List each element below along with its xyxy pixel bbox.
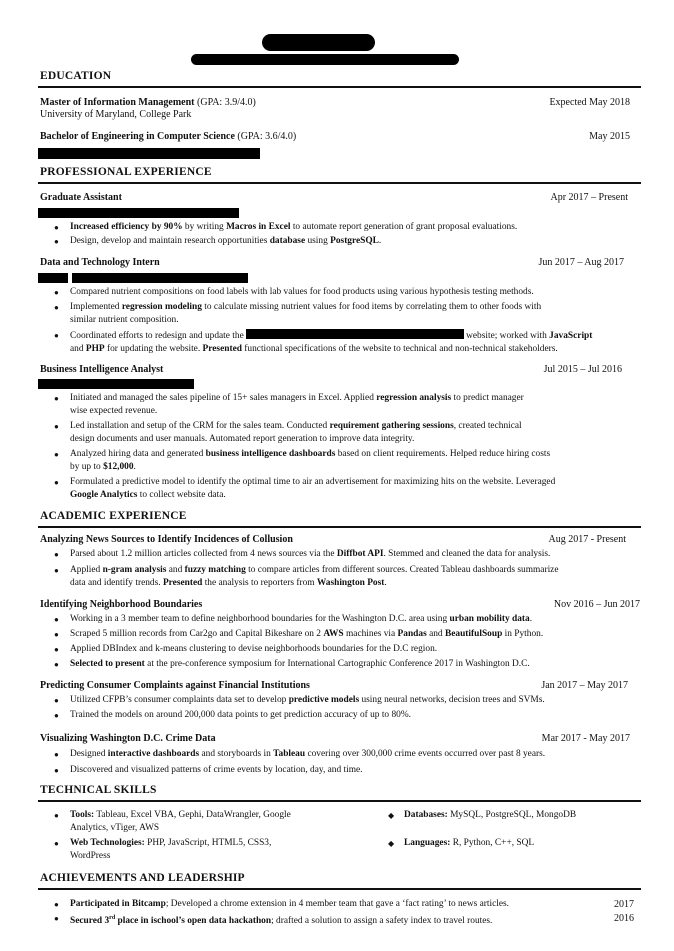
section-heading-education: EDUCATION (40, 70, 112, 82)
bullet-icon: ● (54, 550, 59, 559)
bullet-text: Designed interactive dashboards and storyboards in Tableau covering over 300,000 crime events occurred over past 8 years. (70, 749, 546, 759)
bullet-text: Discovered and visualized patterns of crime events by location, day, and time. (70, 765, 363, 775)
section-rule (38, 182, 641, 184)
bullet-icon: ● (54, 288, 59, 297)
bullet-text: Implemented regression modeling to calculate missing nutrient values for food items by correlating them to other foods with similar nutrient composition. (70, 302, 542, 325)
bullet-text: Applied n-gram analysis and fuzzy matching to compare articles from different sources. Created Tableau dashboards summarize data and identify trends. Presented the analysis to reporters from Washington Post. (70, 565, 559, 588)
job-title: Graduate Assistant (40, 192, 122, 203)
section-rule (38, 526, 641, 528)
bullet-icon: ● (54, 450, 59, 459)
project-title: Visualizing Washington D.C. Crime Data (40, 733, 216, 744)
bullet-icon: ● (54, 303, 59, 312)
bullet-text: Design, develop and maintain research opportunities database using PostgreSQL. (70, 236, 382, 246)
bullet-text: Coordinated efforts to redesign and update the website; worked with JavaScript and PHP for updating the website. Presented functional specifications of the website to technical and non-technical stakeholders. (70, 331, 593, 354)
skill-databases: Databases: MySQL, PostgreSQL, MongoDB (404, 810, 577, 820)
degree-2: Bachelor of Engineering in Computer Science (GPA: 3.6/4.0) (40, 131, 297, 142)
redacted-employer (38, 379, 194, 389)
achievement-2-year: 2016 (614, 913, 634, 924)
bullet-text: Analyzed hiring data and generated business intelligence dashboards based on client requirements. Helped reduce hiring costs by up to $12,000. (70, 449, 551, 472)
section-heading-skills: TECHNICAL SKILLS (40, 784, 157, 796)
bullet-icon: ● (54, 394, 59, 403)
section-heading-professional: PROFESSIONAL EXPERIENCE (40, 166, 212, 178)
project-date: Aug 2017 - Present (548, 534, 626, 545)
project-date: Nov 2016 – Jun 2017 (553, 599, 640, 610)
bullet-text: Increased efficiency by 90% by writing Macros in Excel to automate report generation of grant proposal evaluations. (70, 222, 518, 232)
skill-web: Web Technologies: PHP, JavaScript, HTML5, CSS3, WordPress (70, 838, 272, 861)
bullet-text: Utilized CFPB’s consumer complaints data set to develop predictive models using neural networks, decision trees and SVMs. (70, 695, 545, 705)
section-rule (38, 86, 641, 88)
redacted-contact (191, 54, 459, 65)
section-rule (38, 800, 641, 802)
bullet-icon: ◆ (388, 839, 395, 848)
bullet-icon: ● (54, 615, 59, 624)
project-title: Predicting Consumer Complaints against Financial Institutions (40, 680, 310, 691)
job-title: Data and Technology Intern (40, 257, 160, 268)
bullet-text: Working in a 3 member team to define neighborhood boundaries for the Washington D.C. area using urban mobility data. (70, 614, 533, 624)
job-date: Jun 2017 – Aug 2017 (538, 257, 624, 268)
bullet-text: Formulated a predictive model to identify the optimal time to air an advertisement for maximizing hits on the website. Leveraged Google Analytics to collect website data. (70, 477, 556, 500)
bullet-icon: ● (54, 696, 59, 705)
bullet-icon: ● (54, 839, 59, 848)
redacted-employer (38, 273, 68, 283)
bullet-text: Selected to present at the pre-conference symposium for International Cartographic Conference 2017 in Washington D.C. (70, 659, 530, 669)
bullet-icon: ● (54, 660, 59, 669)
bullet-icon: ● (54, 750, 59, 759)
bullet-icon: ● (54, 478, 59, 487)
project-date: Mar 2017 - May 2017 (541, 733, 630, 744)
project-date: Jan 2017 – May 2017 (541, 680, 628, 691)
bullet-icon: ● (54, 331, 59, 340)
degree-1-school: University of Maryland, College Park (40, 109, 192, 120)
achievement-1-year: 2017 (614, 899, 634, 910)
bullet-icon: ● (54, 711, 59, 720)
bullet-icon: ● (54, 566, 59, 575)
bullet-icon: ● (54, 900, 59, 909)
section-rule (38, 888, 641, 890)
bullet-text: Initiated and managed the sales pipeline of 15+ sales managers in Excel. Applied regression analysis to predict manager wise expected revenue. (70, 393, 524, 416)
redacted-employer (72, 273, 248, 283)
bullet-icon: ◆ (388, 811, 395, 820)
bullet-text: Parsed about 1.2 million articles collected from 4 news sources via the Diffbot API. Stemmed and cleaned the data for analysis. (70, 549, 551, 559)
degree-1: Master of Information Management (GPA: 3.9/4.0) (40, 97, 256, 108)
project-title: Identifying Neighborhood Boundaries (40, 599, 203, 610)
degree-2-date: May 2015 (589, 131, 630, 142)
job-date: Apr 2017 – Present (550, 192, 628, 203)
achievement-1: Participated in Bitcamp; Developed a chrome extension in 4 member team that gave a ‘fact rating’ to news articles. (70, 899, 510, 909)
bullet-text: Led installation and setup of the CRM for the sales team. Conducted requirement gathering sessions, created technical design documents and user manuals. Automated report generation to improve data integrity. (70, 421, 522, 444)
skill-languages: Languages: R, Python, C++, SQL (404, 838, 535, 848)
redacted-name (262, 34, 375, 51)
redacted-employer (38, 208, 239, 218)
job-title: Business Intelligence Analyst (40, 364, 164, 375)
redacted-school (38, 148, 260, 159)
bullet-icon: ● (54, 237, 59, 246)
section-heading-academic: ACADEMIC EXPERIENCE (40, 510, 187, 522)
bullet-icon: ● (54, 645, 59, 654)
degree-1-date: Expected May 2018 (549, 97, 630, 108)
job-date: Jul 2015 – Jul 2016 (543, 364, 622, 375)
bullet-icon: ● (54, 766, 59, 775)
bullet-icon: ● (54, 422, 59, 431)
bullet-icon: ● (54, 630, 59, 639)
skill-tools: Tools: Tableau, Excel VBA, Gephi, DataWrangler, Google Analytics, vTiger, AWS (70, 810, 291, 833)
bullet-text: Scraped 5 million records from Car2go and Capital Bikeshare on 2 AWS machines via Pandas and BeautifulSoup in Python. (70, 629, 544, 639)
achievement-2: Secured 3rd place in ischool’s open data hackathon; drafted a solution to assign a safety index to travel routes. (70, 915, 493, 927)
bullet-icon: ● (54, 811, 59, 820)
section-heading-achievements: ACHIEVEMENTS AND LEADERSHIP (40, 872, 245, 884)
bullet-icon: ● (54, 914, 59, 923)
bullet-text: Trained the models on around 200,000 data points to get prediction accuracy of up to 80%. (70, 710, 411, 720)
bullet-text: Compared nutrient compositions on food labels with lab values for food products using various hypothesis testing methods. (70, 287, 534, 297)
project-title: Analyzing News Sources to Identify Incidences of Collusion (40, 534, 293, 545)
bullet-text: Applied DBIndex and k-means clustering to devise neighborhoods boundaries for the D.C region. (70, 644, 438, 654)
bullet-icon: ● (54, 223, 59, 232)
